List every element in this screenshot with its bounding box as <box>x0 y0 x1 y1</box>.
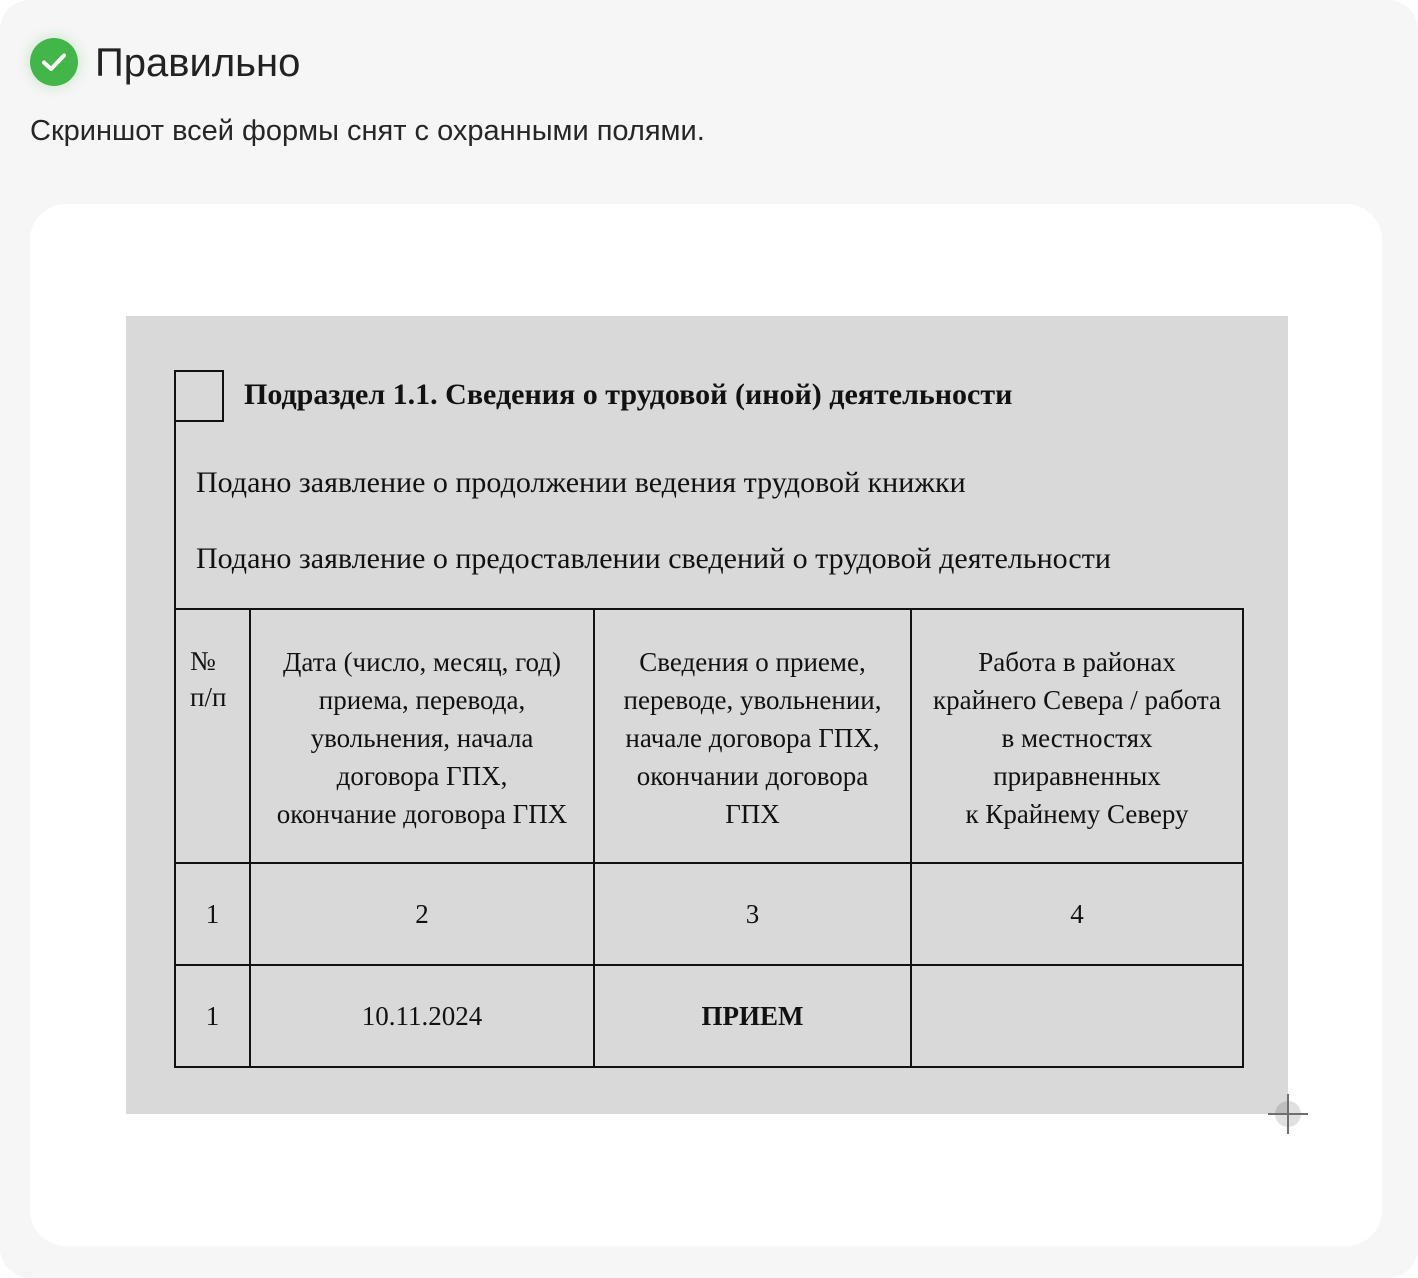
statement-continue-work-book: Подано заявление о продолжении ведения трудовой книжки <box>196 466 966 499</box>
crosshair-cursor-icon <box>1266 1092 1310 1136</box>
header-cell-date: Дата (число, месяц, год) приема, перевода, увольнения, начала договора ГПХ, окончание договора ГПХ <box>250 609 594 863</box>
row-north-cell <box>911 965 1243 1067</box>
column-number-cell: 4 <box>911 863 1243 965</box>
form-screenshot <box>126 316 1288 1114</box>
check-circle-icon <box>30 38 78 86</box>
header-cell-event: Сведения о приеме, переводе, увольнении, начале договора ГПХ, окончании договора ГПХ <box>594 609 911 863</box>
description-text: Скриншот всей формы снят с охранными полями. <box>30 115 705 147</box>
form-left-rule <box>174 420 176 610</box>
section-title: Подраздел 1.1. Сведения о трудовой (иной) деятельности <box>244 378 1013 411</box>
column-numbers-row <box>175 863 1243 965</box>
row-number-cell: 1 <box>175 965 250 1067</box>
column-number-cell: 3 <box>594 863 911 965</box>
status-title: Правильно <box>95 41 301 85</box>
table-row <box>175 965 1243 1067</box>
check-mark-icon <box>30 38 78 86</box>
column-number-cell: 1 <box>175 863 250 965</box>
form-checkbox[interactable] <box>174 370 224 422</box>
row-date-cell: 10.11.2024 <box>250 965 594 1067</box>
statement-provide-work-info: Подано заявление о предоставлении сведений о трудовой деятельности <box>196 542 1111 575</box>
records-table <box>174 608 1244 1068</box>
header-cell-number: № п/п <box>175 609 250 863</box>
row-event-cell: ПРИЕМ <box>594 965 911 1067</box>
table-header-row <box>175 609 1243 863</box>
column-number-cell: 2 <box>250 863 594 965</box>
header-cell-north: Работа в районах крайнего Севера / работа в местностях приравненных к Крайнему Северу <box>911 609 1243 863</box>
